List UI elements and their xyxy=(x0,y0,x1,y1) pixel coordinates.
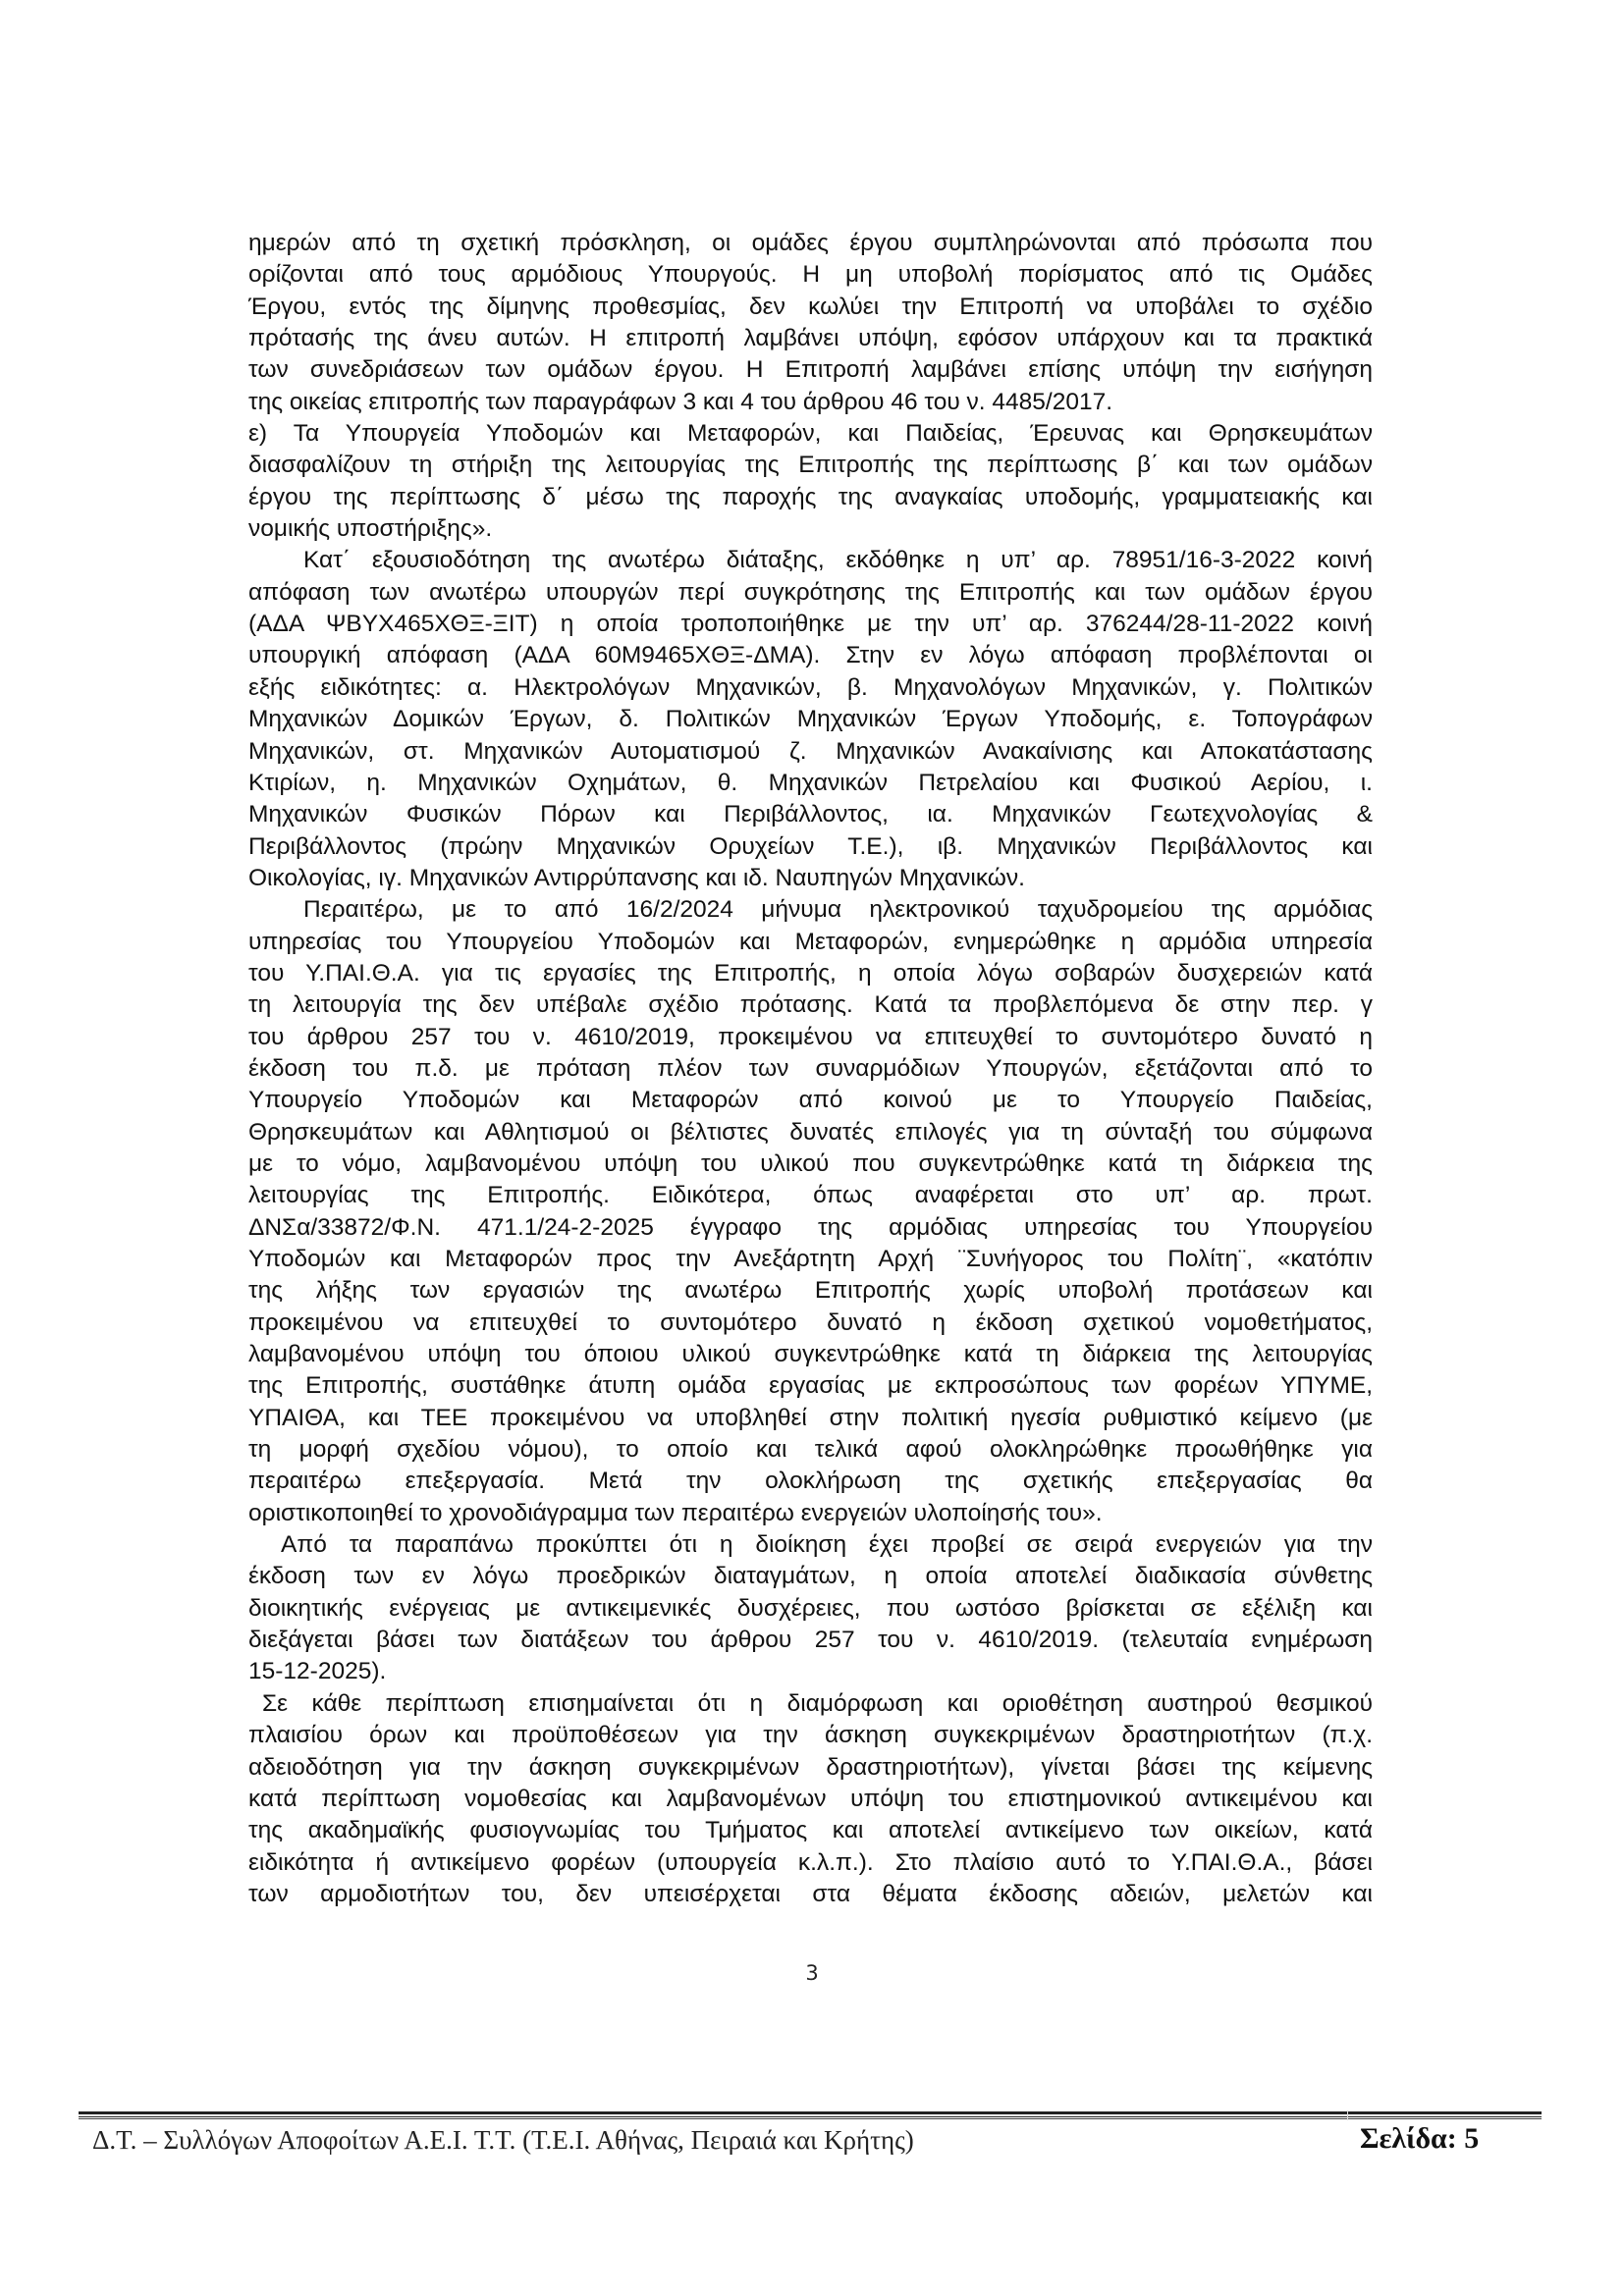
text-line: των συνεδριάσεων των ομάδων έργου. Η Επιτροπή λαμβάνει επίσης υπόψη την εισήγηση xyxy=(248,356,1373,384)
text-line: Μηχανικών Φυσικών Πόρων και Περιβάλλοντος, ια. Μηχανικών Γεωτεχνολογίας & xyxy=(248,801,1373,828)
text-line: Θρησκευμάτων και Αθλητισμού οι βέλτιστες δυνατές επιλογές για τη σύνταξή του σύμφωνα xyxy=(248,1118,1373,1146)
text-line: με το νόμο, λαμβανομένου υπόψη του υλικού που συγκεντρώθηκε κατά τη διάρκεια της xyxy=(248,1149,1373,1177)
text-line: εξής ειδικότητες: α. Ηλεκτρολόγων Μηχανικών, β. Μηχανολόγων Μηχανικών, γ. Πολιτικών xyxy=(248,673,1373,701)
text-line: Μηχανικών Δομικών Έργων, δ. Πολιτικών Μηχανικών Έργων Υποδομής, ε. Τοπογράφων xyxy=(248,706,1373,733)
text-line: της οικείας επιτροπής των παραγράφων 3 και 4 του άρθρου 46 του ν. 4485/2017. xyxy=(248,388,1113,415)
text-line: έργου της περίπτωσης δ΄ μέσω της παροχής της αναγκαίας υποδομής, γραμματειακής και xyxy=(248,483,1373,510)
text-line: Έργου, εντός της δίμηνης προθεσμίας, δεν κωλύει την Επιτροπή να υποβάλει το σχέδιο xyxy=(248,293,1373,320)
text-line: διασφαλίζουν τη στήριξη της λειτουργίας της Επιτροπής της περίπτωσης β΄ και των ομάδων xyxy=(248,452,1373,479)
text-line: του Υ.ΠΑΙ.Θ.Α. για τις εργασίες της Επιτροπής, η οποία λόγω σοβαρών δυσχερειών κατά xyxy=(248,959,1373,987)
text-line: Υποδομών και Μεταφορών προς την Ανεξάρτητη Αρχή ¨Συνήγορος του Πολίτη¨, «κατόπιν xyxy=(248,1246,1373,1272)
footer-page-indicator xyxy=(1360,2122,1479,2156)
text-line: Περιβάλλοντος (πρώην Μηχανικών Ορυχείων Τ.Ε.), ιβ. Μηχανικών Περιβάλλοντος και xyxy=(248,832,1373,860)
footer-organization: Δ.Τ. – Συλλόγων Αποφοίτων Α.Ε.Ι. Τ.Τ. (Τ.Ε.Ι. Αθήνας, Πειραιά και Κρήτης) xyxy=(92,2125,914,2155)
text-line: 15-12-2025). xyxy=(248,1658,387,1685)
text-line: νομικής υποστήριξης». xyxy=(248,515,493,543)
text-line: τη μορφή σχεδίου νόμου), το οποίο και τελικά αφού ολοκληρώθηκε προωθήθηκε για xyxy=(248,1436,1373,1464)
text-line: Υπουργείο Υποδομών και Μεταφορών από κοινού με το Υπουργείο Παιδείας, xyxy=(248,1087,1373,1114)
text-line: του άρθρου 257 του ν. 4610/2019, προκειμένου να επιτευχθεί το συντομότερο δυνατό η xyxy=(248,1023,1373,1050)
body-text xyxy=(248,228,1373,1910)
text-line: πλαισίου όρων και προϋποθέσεων για την άσκηση συγκεκριμένων δραστηριοτήτων (π.χ. xyxy=(248,1722,1373,1749)
text-line: κατά περίπτωση νομοθεσίας και λαμβανομένων υπόψη του επιστημονικού αντικειμένου και xyxy=(248,1785,1373,1812)
text-line: διεξάγεται βάσει των διατάξεων του άρθρου 257 του ν. 4610/2019. (τελευταία ενημέρωση xyxy=(248,1627,1373,1654)
text-line: πρότασής της άνευ αυτών. Η επιτροπή λαμβάνει υπόψη, εφόσον υπάρχουν και τα πρακτικά xyxy=(248,325,1373,352)
footer-rule xyxy=(79,2118,1542,2119)
text-line: προκειμένου να επιτευχθεί το συντομότερο δυνατό η έκδοση σχετικού νομοθετήματος, xyxy=(248,1308,1373,1336)
text-line: Μηχανικών, στ. Μηχανικών Αυτοματισμού ζ. Μηχανικών Ανακαίνισης και Αποκατάστασης xyxy=(248,737,1373,765)
text-line: λαμβανομένου υπόψη του όποιου υλικού συγκεντρώθηκε κατά τη διάρκεια της λειτουργίας xyxy=(248,1341,1373,1368)
text-line: τη λειτουργία της δεν υπέβαλε σχέδιο πρότασης. Κατά τα προβλεπόμενα δε στην περ. γ xyxy=(248,991,1373,1019)
text-line: Οικολογίας, ιγ. Μηχανικών Αντιρρύπανσης και ιδ. Ναυπηγών Μηχανικών. xyxy=(248,864,1025,891)
text-line: έκδοση του π.δ. με πρόταση πλέον των συναρμόδιων Υπουργών, εξετάζονται από το xyxy=(248,1054,1373,1082)
text-line: οριστικοποιηθεί το χρονοδιάγραμμα των περαιτέρω ενεργειών υλοποίησής του». xyxy=(248,1499,1103,1526)
text-line: Από τα παραπάνω προκύπτει ότι η διοίκηση έχει προβεί σε σειρά ενεργειών για την xyxy=(281,1531,1373,1559)
text-line: (ΑΔΑ ΨΒΥΧ465ΧΘΞ-ΞΙΤ) η οποία τροποποιήθηκε με την υπ’ αρ. 376244/28-11-2022 κοινή xyxy=(248,611,1373,638)
text-line: περαιτέρω επεξεργασία. Μετά την ολοκλήρωση της σχετικής επεξεργασίας θα xyxy=(248,1468,1373,1495)
inner-page-number: 3 xyxy=(805,1961,819,1985)
footer-rule xyxy=(79,2111,1542,2114)
text-line: Κτιρίων, η. Μηχανικών Οχημάτων, θ. Μηχανικών Πετρελαίου και Φυσικού Αερίου, ι. xyxy=(248,769,1373,796)
text-line: ΔΝΣα/33872/Φ.Ν. 471.1/24-2-2025 έγγραφο της αρμόδιας υπηρεσίας του Υπουργείου xyxy=(248,1213,1373,1241)
footer-rule xyxy=(79,2116,1542,2117)
text-line: απόφαση των ανωτέρω υπουργών περί συγκρότησης της Επιτροπής και των ομάδων έργου xyxy=(248,578,1373,606)
text-line: ημερών από τη σχετική πρόσκληση, οι ομάδες έργου συμπληρώνονται από πρόσωπα που xyxy=(248,230,1373,256)
footer-page-label: Σελίδα: xyxy=(1360,2122,1457,2155)
text-line: των αρμοδιοτήτων του, δεν υπεισέρχεται στα θέματα έκδοσης αδειών, μελετών και xyxy=(248,1880,1373,1907)
text-line: Περαιτέρω, με το από 16/2/2024 μήνυμα ηλεκτρονικού ταχυδρομείου της αρμόδιας xyxy=(303,896,1373,924)
text-line: Σε κάθε περίπτωση επισημαίνεται ότι η διαμόρφωση και οριοθέτηση αυστηρού θεσμικού xyxy=(262,1689,1373,1717)
text-line: ε) Τα Υπουργεία Υποδομών και Μεταφορών, και Παιδείας, Έρευνας και Θρησκευμάτων xyxy=(248,420,1373,448)
text-line: έκδοση των εν λόγω προεδρικών διαταγμάτων, η οποία αποτελεί διαδικασία σύνθετης xyxy=(248,1563,1373,1590)
text-line: της λήξης των εργασιών της ανωτέρω Επιτροπής χωρίς υποβολή προτάσεων και xyxy=(248,1277,1373,1305)
text-line: υπουργική απόφαση (ΑΔΑ 60Μ9465ΧΘΞ-ΔΜΑ). Στην εν λόγω απόφαση προβλέπονται οι xyxy=(248,642,1373,669)
text-line: αδειοδότηση για την άσκηση συγκεκριμένων δραστηριοτήτων), γίνεται βάσει της κείμενης xyxy=(248,1753,1373,1781)
text-line: λειτουργίας της Επιτροπής. Ειδικότερα, όπως αναφέρεται στο υπ’ αρ. πρωτ. xyxy=(248,1182,1373,1209)
text-line: ειδικότητα ή αντικείμενο φορέων (υπουργεία κ.λ.π.). Στο πλαίσιο αυτό το Υ.ΠΑΙ.Θ.Α., βάσει xyxy=(248,1848,1373,1876)
text-line: της ακαδημαϊκής φυσιογνωμίας του Τμήματος και αποτελεί αντικείμενο των οικείων, κατά xyxy=(248,1817,1373,1844)
text-line: υπηρεσίας του Υπουργείου Υποδομών και Μεταφορών, ενημερώθηκε η αρμόδια υπηρεσία xyxy=(248,928,1373,955)
footer-page-number: 5 xyxy=(1464,2122,1480,2155)
text-line: ΥΠΑΙΘΑ, και ΤΕΕ προκειμένου να υποβληθεί στην πολιτική ηγεσία ρυθμιστικό κείμενο (με xyxy=(248,1404,1373,1431)
text-line: ορίζονται από τους αρμόδιους Υπουργούς. Η μη υποβολή πορίσματος από τις Ομάδες xyxy=(248,261,1373,289)
text-line: της Επιτροπής, συστάθηκε άτυπη ομάδα εργασίας με εκπροσώπους των φορέων ΥΠΥΜΕ, xyxy=(248,1372,1373,1400)
text-line: Κατ΄ εξουσιοδότηση της ανωτέρω διάταξης, εκδόθηκε η υπ’ αρ. 78951/16-3-2022 κοινή xyxy=(303,547,1373,574)
footer-divider xyxy=(1347,2110,1348,2120)
text-line: διοικητικής ενέργειας με αντικειμενικές δυσχέρειες, που ωστόσο βρίσκεται σε εξέλιξη και xyxy=(248,1594,1373,1622)
